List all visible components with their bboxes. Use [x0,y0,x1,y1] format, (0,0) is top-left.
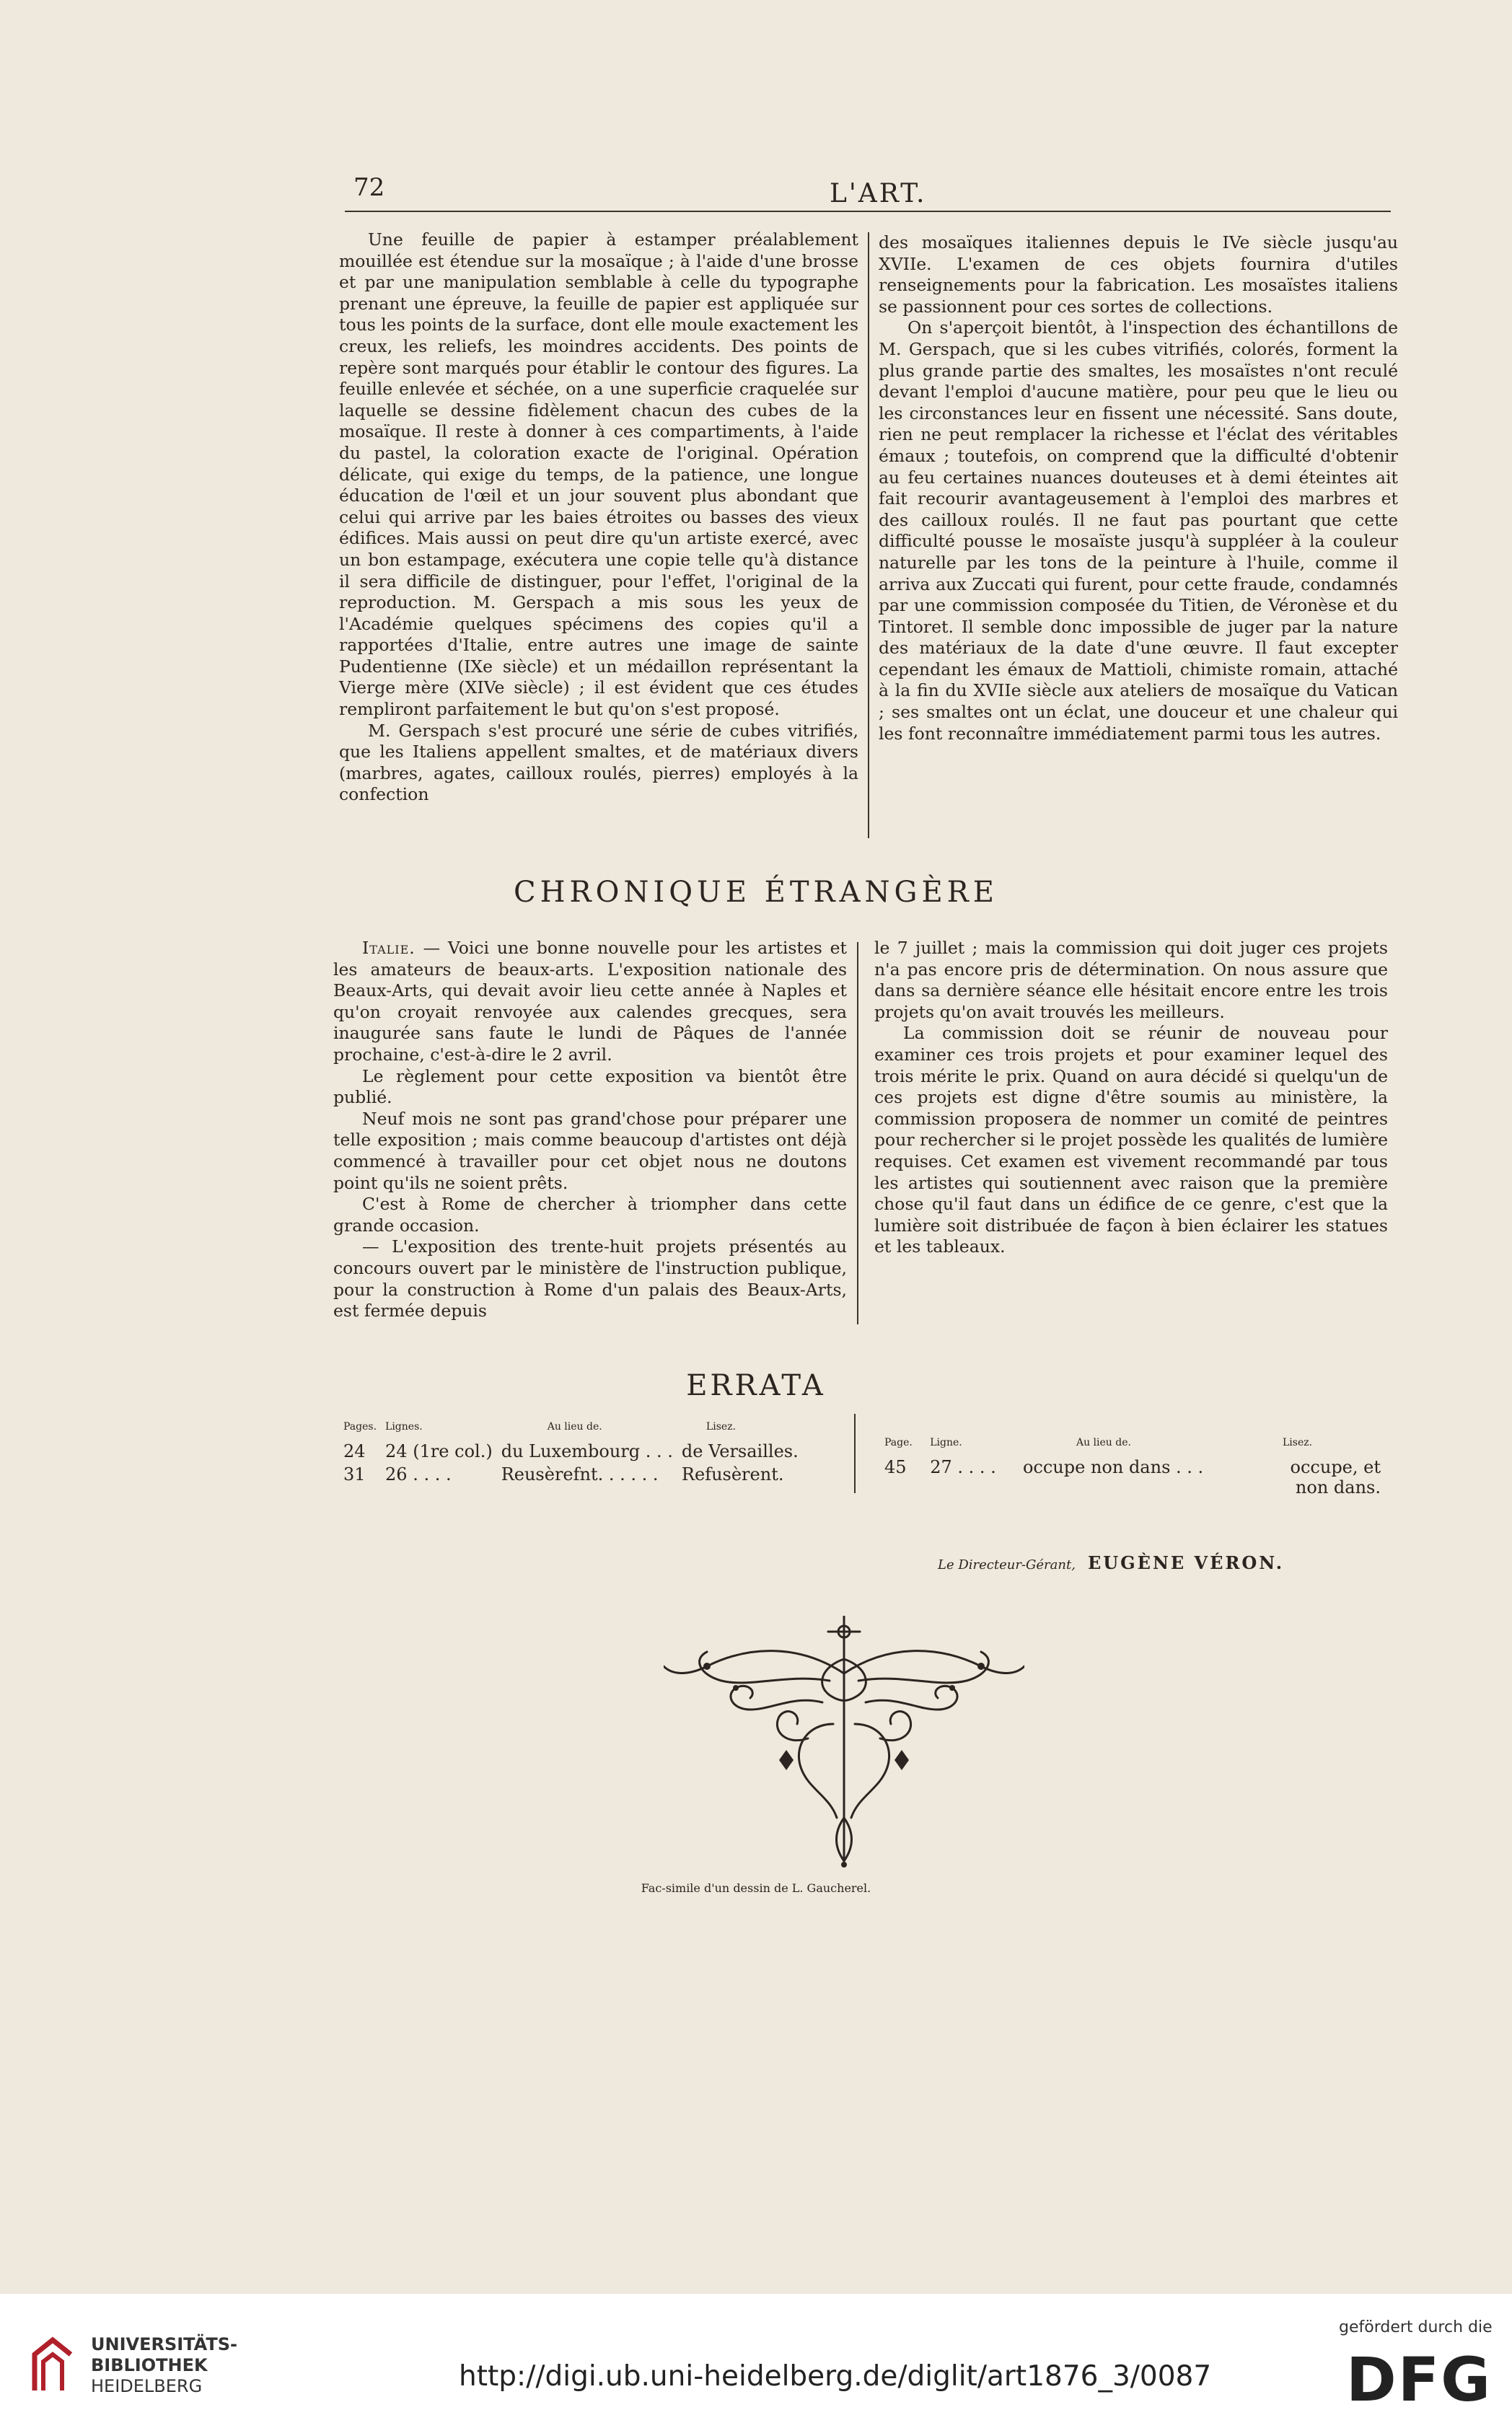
errata-cell: occupe, et non dans. [1290,1457,1381,1497]
permalink-url[interactable]: http://digi.ub.uni-heidelberg.de/diglit/art1876_3/0087 [459,2360,1212,2393]
news-paragraph: Le règlement pour cette exposition va bientôt être publié. [333,1065,847,1108]
journal-title: L'ART. [830,179,927,208]
news-paragraph: le 7 juillet ; mais la commission qui doit juger ces projets n'a pas encore pris de détermination. On nous assure que dans sa dernière séance elle hésitait encore entre les trois projets qu'on avait trouvés les meilleurs. [874,938,1388,1022]
errata-row [880,1456,1385,1499]
news-paragraph: C'est à Rome de chercher à triompher dans cette grande occasion. [333,1194,847,1236]
article-paragraph: M. Gerspach s'est procuré une série de cubes vitrifiés, que les Italiens appellent smaltes, et de matériaux divers (marbres, agates, cailloux roulés, pierres) employés à la confection [339,720,858,805]
signature-name: EUGÈNE VÉRON. [1087,1552,1285,1573]
library-name-line: BIBLIOTHEK [91,2355,208,2375]
errata-table-right [880,1435,1385,1499]
library-name-line: UNIVERSITÄTS- [91,2334,238,2354]
errata-row [339,1440,803,1463]
page-number: 72 [353,173,385,202]
article-left-column [339,229,858,806]
errata-cell: 26 . . . . [385,1464,452,1484]
ornament-illustration [664,1616,1024,1875]
country-label: Italie. [362,938,416,958]
errata-header: Lisez. [1283,1437,1313,1448]
column-divider [868,232,869,838]
chronique-title: CHRONIQUE ÉTRANGÈRE [514,876,998,909]
column-divider [854,1414,856,1493]
errata-cell: du Luxembourg . . . [501,1441,673,1461]
chronique-right-column [874,938,1388,1258]
signature [938,1552,1284,1573]
errata-header: Pages. [343,1421,377,1433]
errata-cell: Refusèrent. [681,1464,784,1484]
errata-cell: occupe non dans . . . [1022,1457,1204,1477]
signature-role: Le Directeur-Gérant, [938,1557,1076,1573]
errata-cell: 31 [343,1464,366,1484]
article-paragraph: des mosaïques italiennes depuis le IVe siècle jusqu'au XVIIe. L'examen de ces objets fournira d'utiles renseignements pour la fabrication. Les mosaïstes italiens se passionnent pour ces sortes de collections. [879,232,1398,317]
errata-row [339,1463,803,1486]
errata-title: ERRATA [686,1369,826,1402]
errata-cell: 24 (1re col.) [385,1441,493,1461]
article-right-column [879,232,1398,744]
dfg-logo[interactable]: DFG [1346,2344,1493,2415]
news-text: — Voici une bonne nouvelle pour les artistes et les amateurs de beaux-arts. L'exposition nationale des Beaux-Arts, qui devait avoir lieu cette année à Naples et qu'on croyait renvoyée aux calendes grecques, sera inaugurée sans faute le lundi de Pâques de l'année prochaine, c'est-à-dire le 2 avril. [333,938,847,1065]
library-name[interactable] [91,2334,237,2397]
errata-cell: 27 . . . . [930,1457,996,1477]
errata-cell: 24 [343,1441,366,1461]
article-paragraph: On s'aperçoit bientôt, à l'inspection des échantillons de M. Gerspach, que si les cubes vitrifiés, colorés, forment la plus grande partie des smaltes, les mosaïstes n'ont reculé devant l'emploi d'aucune matière, pour peu que le lieu ou les circonstances leur en fissent une nécessité. Sans doute, rien ne peut remplacer la richesse et l'éclat des véritables émaux ; toutefois, on comprend que la difficulté d'obtenir au feu certaines nuances douteuses et à demi éteintes ait fait recourir avantageusement à l'emploi des marbres et des cailloux roulés. Il ne faut pas pourtant que cette difficulté pousse le mosaïste jusqu'à suppléer à la couleur naturelle par les tons de la peinture à l'huile, comme il arriva aux Zuccati qui furent, pour cette fraude, condamnés par une commission composée du Titien, de Véronèse et du Tintoret. Il semble donc impossible de juger par la nature des matériaux de la date d'une œuvre. Il faut excepter cependant les émaux de Mattioli, chimiste romain, attaché à la fin du XVIIe siècle aux ateliers de mosaïque du Vatican ; ses smaltes ont un éclat, une douceur et une chaleur qui les font reconnaître immédiatement parmi tous les autres. [879,317,1398,744]
column-divider [857,942,858,1324]
errata-cell: 45 [884,1457,907,1477]
chronique-left-column [333,938,847,1322]
news-paragraph: Neuf mois ne sont pas grand'chose pour préparer une telle exposition ; mais comme beaucoup d'artistes ont déjà commencé à travailler pour cet objet nous ne doutons point qu'ils ne soient prêts. [333,1108,847,1193]
digitization-footer [0,2294,1512,2428]
news-paragraph: La commission doit se réunir de nouveau pour examiner ces trois projets et pour examiner lequel des trois mérite le prix. Quand on aura décidé si quelqu'un de ces projets est digne d'être soumis au ministère, la commission proposera de nommer un comité de peintres pour rechercher si le projet possède les qualités de lumière requises. Cet examen est vivement recommandé par tous les artistes qui soutiennent avec raison que la première chose qu'il faut dans un édifice de ce genre, c'est que la lumière soit distribuée de façon à bien éclairer les statues et les tableaux. [874,1023,1388,1257]
errata-header: Ligne. [930,1437,962,1448]
errata-header: Lisez. [706,1421,736,1433]
header-rule [345,211,1391,212]
errata-cell: de Versailles. [681,1441,799,1461]
funding-label: gefördert durch die [1339,2318,1493,2336]
errata-cell: Reusèrefnt. . . . . . [501,1464,659,1484]
illustration-caption: Fac-simile d'un dessin de L. Gaucherel. [641,1881,871,1895]
article-paragraph: Une feuille de papier à estamper préalablement mouillée est étendue sur la mosaïque ; à l'aide d'une brosse et par une manipulation semblable à celle du typographe prenant une épreuve, la feuille de papier est appliquée sur tous les points de la surface, dont elle moule exactement les creux, les reliefs, les moindres accidents. Des points de repère sont marqués pour établir le contour des figures. La feuille enlevée et séchée, on a une superficie craquelée sur laquelle se dessine fidèlement chacun des cubes de la mosaïque. Il reste à donner à ces compartiments, à l'aide du pastel, la coloration exacte de l'original. Opération délicate, qui exige du temps, de la patience, une longue éducation de l'œil et un jour souvent plus abondant que celui qui arrive par les baies étroites ou basses des vieux édifices. Mais aussi on peut dire qu'un artiste exercé, avec un bon estampage, exécutera une copie telle qu'à distance il sera difficile de distinguer, pour l'effet, l'original de la reproduction. M. Gerspach a mis sous les yeux de l'Académie quelques spécimens des copies qu'il a rapportées d'Italie, entre autres une image de sainte Pudentienne (IXe siècle) et un médaillon représentant la Vierge mère (XIVe siècle) ; il est évident que ces études rempliront parfaitement le but qu'on s'est proposé. [339,229,859,720]
library-name-line: HEIDELBERG [91,2376,203,2396]
errata-header: Au lieu de. [1076,1437,1131,1448]
errata-header: Au lieu de. [547,1421,602,1433]
errata-header: Page. [884,1437,913,1448]
errata-table-left [339,1420,803,1486]
news-paragraph: — L'exposition des trente-huit projets présentés au concours ouvert par le ministère de l'instruction publique, pour la construction à Rome d'un palais des Beaux-Arts, est fermée depuis [333,1236,847,1321]
university-library-logo-icon[interactable] [20,2333,85,2398]
errata-header: Lignes. [385,1421,423,1433]
